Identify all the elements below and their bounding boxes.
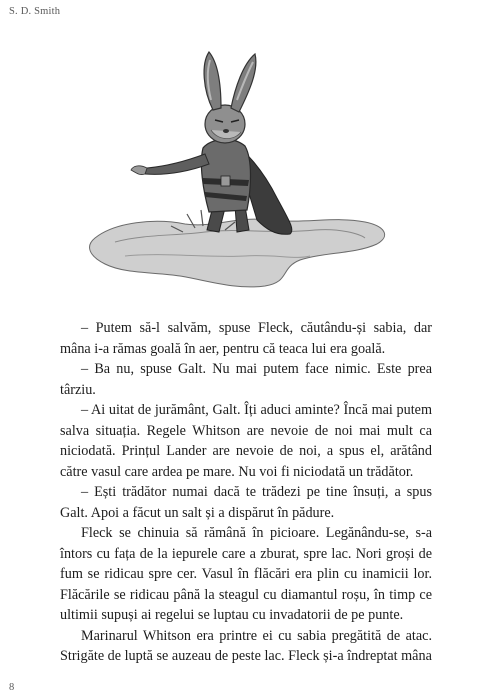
paragraph-3: – Ai uitat de jurământ, Galt. Îți aduci aminte? Încă mai putem salva situația. Regele Whitson are nevoie de noi mai mult ca niciodată. Prințul Lander are nevoie de noi, a spus el, arătând către vasul care ardea pe mare. Nu voi fi niciodată un trădător. — [60, 402, 432, 480]
rabbit-paw — [131, 166, 147, 175]
rabbit-warrior-standing-in-water-illustration — [85, 30, 395, 295]
rabbit-arm — [145, 154, 209, 174]
paragraph-2: – Ba nu, spuse Galt. Nu mai putem face nimic. Este prea târziu. — [60, 361, 432, 398]
paragraph-4: – Ești trădător numai dacă te trădezi pe tine însuți, a spus Galt. Apoi a făcut un salt și a dispărut în pădure. — [60, 484, 432, 521]
body-text — [60, 318, 432, 667]
paragraph-5: Fleck se chinuia să rămână în picioare. Legănându-se, s-a întors cu fața de la iepurele care a zburat, spre lac. Nori groși de fum se ridicau spre cer. Vasul în flăcări era plin cu inamicii lor. Flăcările se ridicau până la steagul cu diamantul roșu, în timp ce ultimii supuși ai regelui se luptau cu invadatorii de pe punte. — [60, 525, 432, 623]
rabbit-ear-left — [204, 52, 221, 110]
paragraph-6: Marinarul Whitson era printre ei cu sabia pregătită de atac. Strigăte de luptă se auzeau de peste lac. Fleck și-a îndreptat mâna — [60, 627, 432, 664]
page-number: 8 — [9, 682, 15, 693]
running-head-author: S. D. Smith — [9, 6, 61, 17]
paragraph-1: – Putem să-l salvăm, spuse Fleck, căutându-și sabia, dar mâna i-a rămas goală în aer, pentru că teaca lui era goală. — [60, 320, 432, 357]
